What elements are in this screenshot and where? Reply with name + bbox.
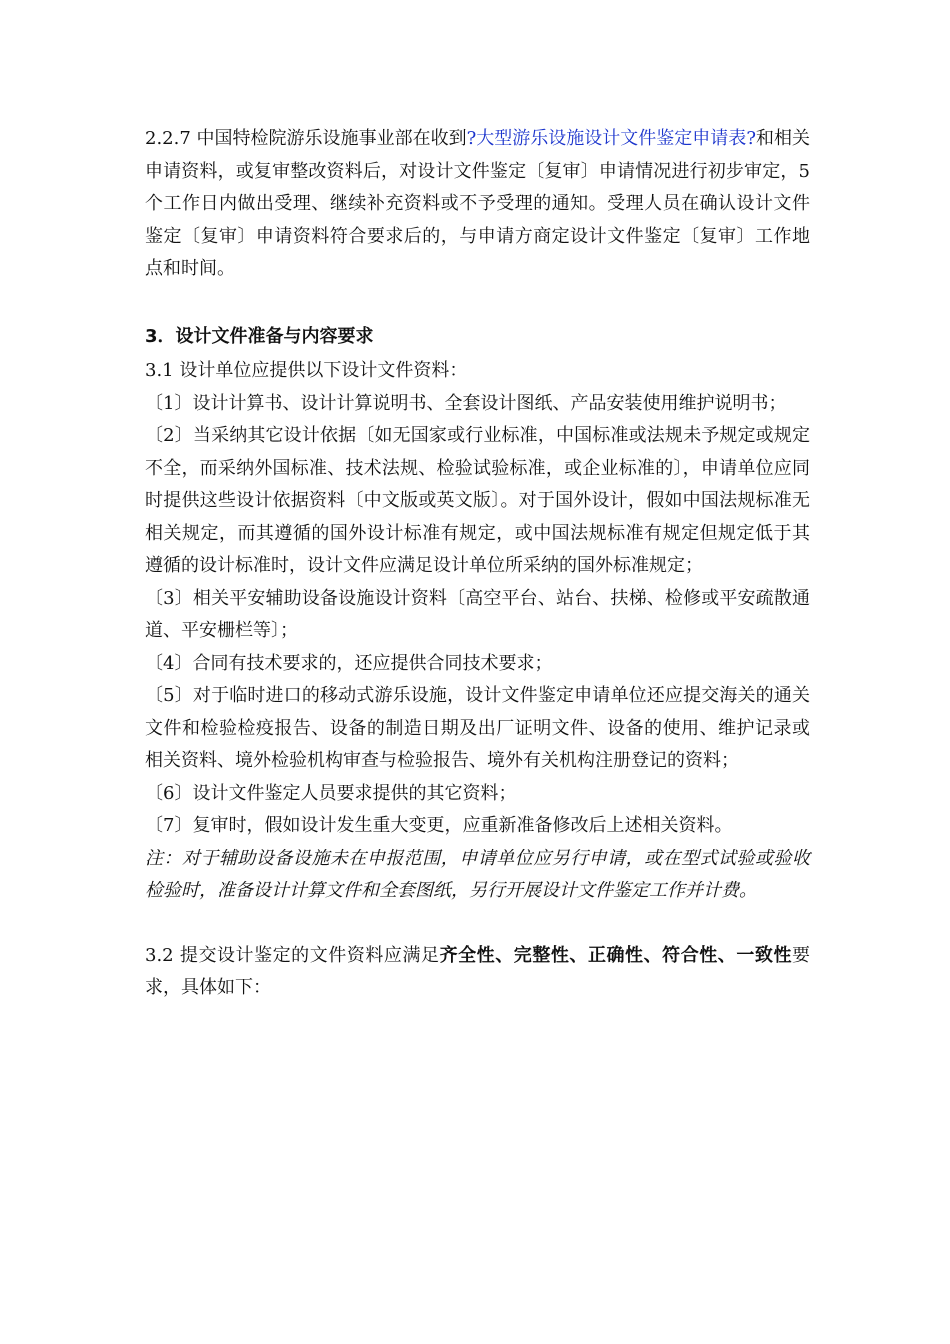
paragraph-3-2-prefix: 3.2 提交设计鉴定的文件资料应满足 (145, 944, 440, 966)
paragraph-spacer (145, 908, 810, 940)
list-item-4: 〔4〕合同有技术要求的，还应提供合同技术要求； (145, 652, 553, 674)
document-body (145, 123, 810, 1005)
list-item-6: 〔6〕设计文件鉴定人员要求提供的其它资料； (145, 782, 517, 804)
paragraph-2-2-7-rest: 和相关申请资料，或复审整改资料后，对设计文件鉴定〔复审〕申请情况进行初步审定，5个工作日内做出受理、继续补充资料或不予受理的通知。受理人员在确认设计文件鉴定〔复审〕申请资料符合要求后的，与申请方商定设计文件鉴定〔复审〕工作地点和时间。 (145, 128, 810, 279)
application-form-link[interactable]: ?大型游乐设施设计文件鉴定申请表? (466, 128, 756, 149)
paragraph-3-2-suffix: 要求，具体如下： (145, 944, 810, 998)
note-paragraph: 注：对于辅助设备设施未在申报范围，申请单位应另行申请，或在型式试验或验收检验时，准备设计计算文件和全套图纸，另行开展设计文件鉴定工作并计费。 (145, 847, 810, 901)
paragraph-3-2 (145, 940, 810, 1005)
list-item-1: 〔1〕设计计算书、设计计算说明书、全套设计图纸、产品安装使用维护说明书； (145, 392, 787, 414)
list-item-7: 〔7〕复审时，假如设计发生重大变更，应重新准备修改后上述相关资料。 (145, 815, 733, 836)
list-item-2: 〔2〕当采纳其它设计依据〔如无国家或行业标准，中国标准或法规未予规定或规定不全，而采纳外国标准、技术法规、检验试验标准，或企业标准的〕，申请单位应同时提供这些设计依据资料〔中文版或英文版〕。对于国外设计，假如中国法规标准无相关规定，而其遵循的国外设计标准有规定，或中国法规标准有规定但规定低于其遵循的设计标准时，设计文件应满足设计单位所采纳的国外标准规定； (145, 425, 810, 576)
paragraph-3-2-bold-requirements: 齐全性、完整性、正确性、符合性、一致性 (439, 944, 792, 966)
paragraph-2-2-7-prefix: 2.2.7 中国特检院游乐设施事业部在收到 (145, 128, 467, 149)
section-3-heading: 3．设计文件准备与内容要求 (145, 325, 374, 347)
section-3-1-intro: 3.1 设计单位应提供以下设计文件资料： (145, 360, 468, 381)
list-item-3: 〔3〕相关平安辅助设备设施设计资料〔高空平台、站台、扶梯、检修或平安疏散通道、平安栅栏等〕； (145, 587, 810, 641)
paragraph-2-2-7 (145, 123, 810, 286)
list-item-5: 〔5〕对于临时进口的移动式游乐设施，设计文件鉴定申请单位还应提交海关的通关文件和检验检疫报告、设备的制造日期及出厂证明文件、设备的使用、维护记录或相关资料、境外检验机构审查与检验报告、境外有关机构注册登记的资料； (145, 685, 810, 771)
